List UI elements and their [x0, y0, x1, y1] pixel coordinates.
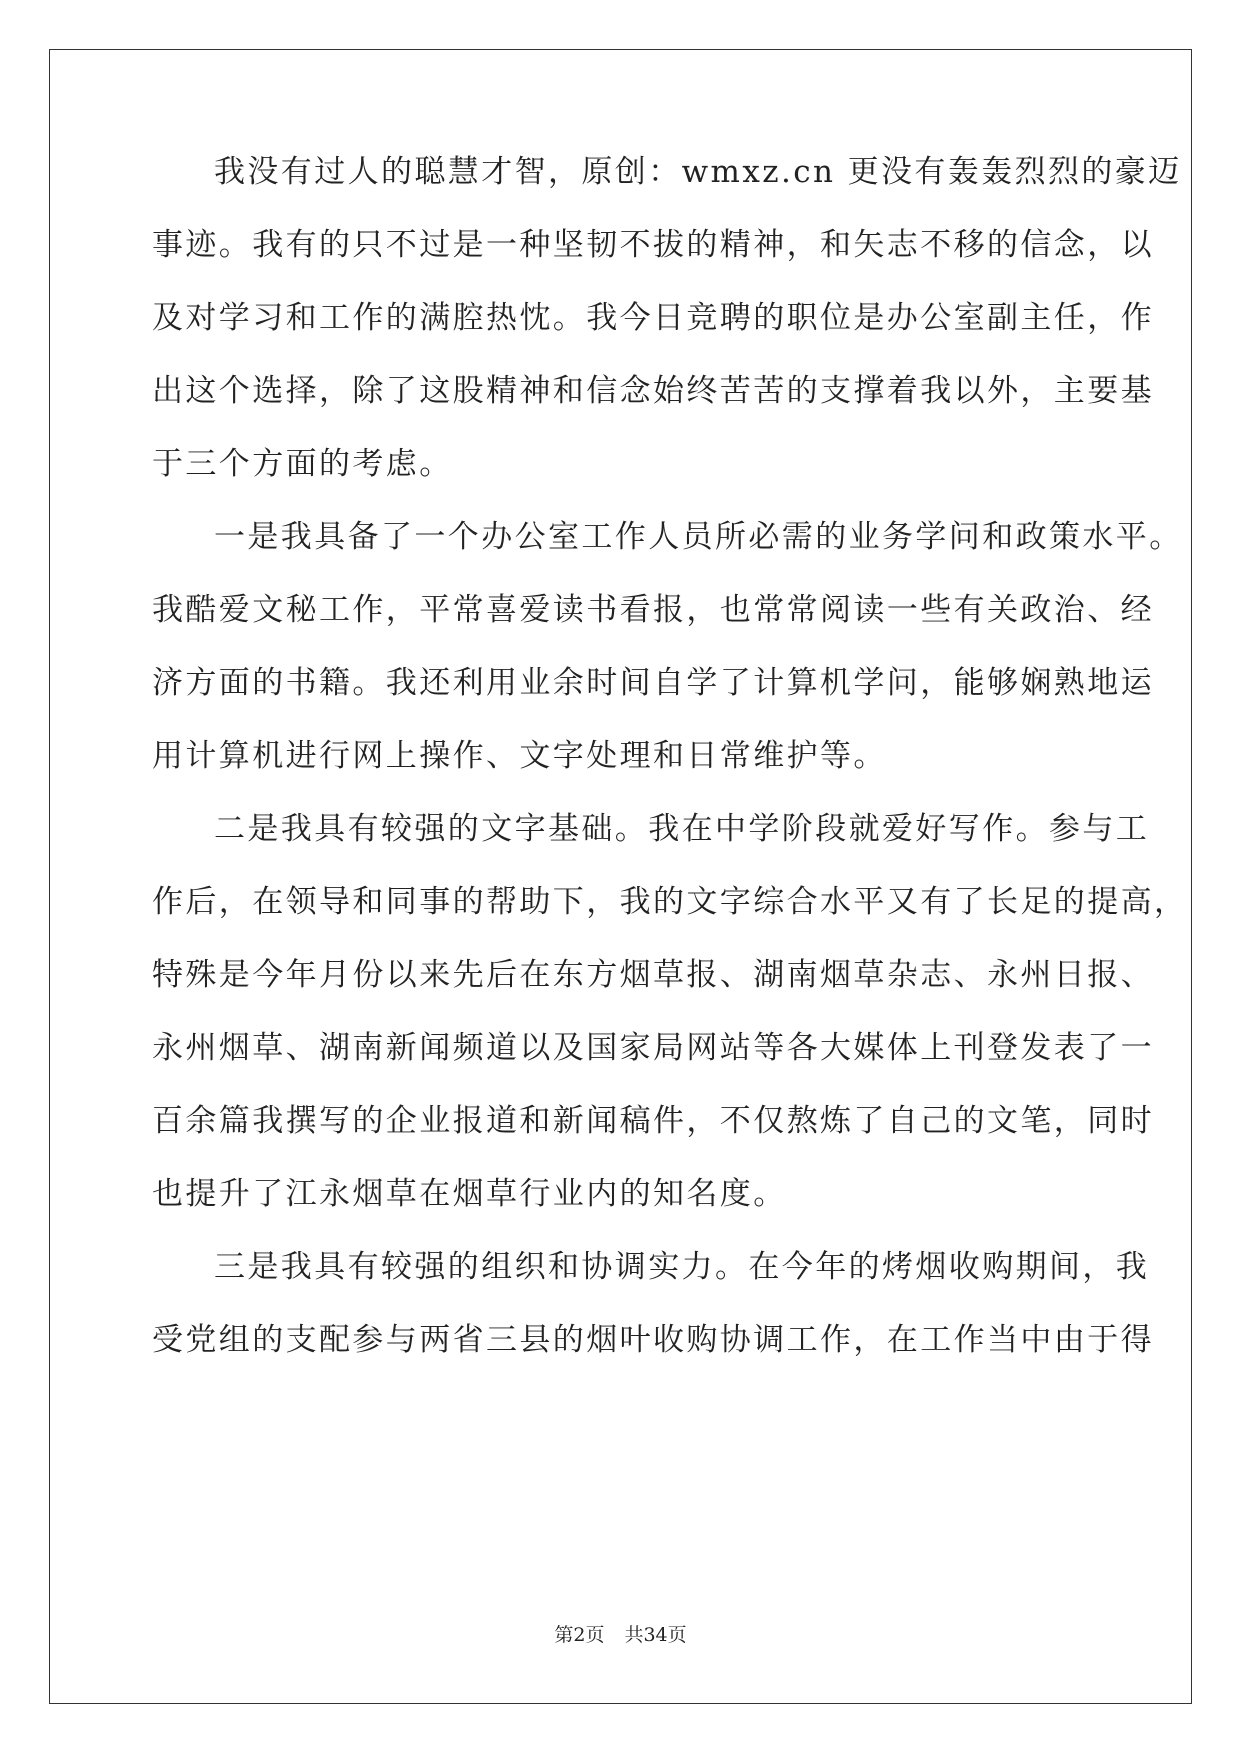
body-line: 及对学习和工作的满腔热忱。我今日竞聘的职位是办公室副主任，作: [152, 300, 1154, 336]
body-line: 也提升了江永烟草在烟草行业内的知名度。: [152, 1176, 787, 1212]
page-total: 共34页: [624, 1624, 687, 1646]
body-line: 三是我具有较强的组织和协调实力。在今年的烤烟收购期间，我: [214, 1249, 1150, 1285]
body-line: 济方面的书籍。我还利用业余时间自学了计算机学问，能够娴熟地运: [152, 665, 1154, 701]
body-line: 我没有过人的聪慧才智，原创：wmxz.cn 更没有轰轰烈烈的豪迈: [214, 154, 1182, 190]
body-line: 我酷爱文秘工作，平常喜爱读书看报，也常常阅读一些有关政治、经: [152, 592, 1154, 628]
body-line: 作后，在领导和同事的帮助下，我的文字综合水平又有了长足的提高，: [152, 884, 1188, 920]
body-line: 特殊是今年月份以来先后在东方烟草报、湖南烟草杂志、永州日报、: [152, 957, 1154, 993]
body-line: 二是我具有较强的文字基础。我在中学阶段就爱好写作。参与工: [214, 811, 1150, 847]
body-line: 永州烟草、湖南新闻频道以及国家局网站等各大媒体上刊登发表了一: [152, 1030, 1154, 1066]
body-line: 出这个选择，除了这股精神和信念始终苦苦的支撑着我以外，主要基: [152, 373, 1154, 409]
body-line: 一是我具备了一个办公室工作人员所必需的业务学问和政策水平。: [214, 519, 1183, 555]
body-line: 百余篇我撰写的企业报道和新闻稿件，不仅熬炼了自己的文笔，同时: [152, 1103, 1154, 1139]
body-line: 用计算机进行网上操作、文字处理和日常维护等。: [152, 738, 887, 774]
body-line: 受党组的支配参与两省三县的烟叶收购协调工作，在工作当中由于得: [152, 1322, 1154, 1358]
page-number: 第2页: [554, 1624, 605, 1646]
body-line: 事迹。我有的只不过是一种坚韧不拔的精神，和矢志不移的信念，以: [152, 227, 1154, 263]
page-footer: [0, 1623, 1241, 1647]
body-line: 于三个方面的考虑。: [152, 446, 453, 482]
